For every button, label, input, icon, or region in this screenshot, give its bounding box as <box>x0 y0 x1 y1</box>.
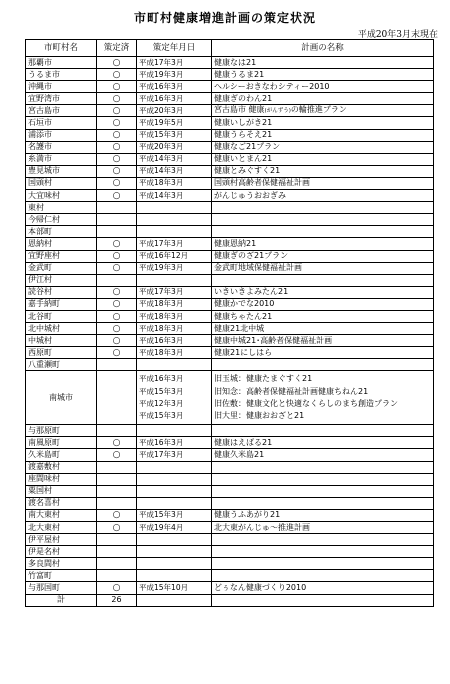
as-of-date: 平成20年3月末現在 <box>357 30 438 40</box>
table-row <box>26 485 434 497</box>
plan-name-cell <box>212 534 434 546</box>
date-cell: 平成17年3月 <box>137 238 212 250</box>
total-row <box>26 594 434 606</box>
completed-mark: ○ <box>97 262 137 274</box>
table-row <box>26 69 434 81</box>
table-row <box>26 129 434 141</box>
completed-mark: ○ <box>97 105 137 117</box>
municipality-cell: 八重瀬町 <box>26 359 97 371</box>
municipality-cell: 宜野座村 <box>26 250 97 262</box>
completed-mark <box>97 497 137 509</box>
table-row <box>26 274 434 286</box>
table-row <box>26 57 434 69</box>
total-count: 26 <box>97 594 137 606</box>
total-label: 計 <box>26 594 97 606</box>
completed-mark: ○ <box>97 310 137 322</box>
municipality-cell: 東村 <box>26 202 97 214</box>
completed-mark <box>97 473 137 485</box>
plan-name-cell: 健康21北中城 <box>212 323 434 335</box>
date-cell <box>137 371 212 425</box>
header-municipality: 市町村名 <box>26 40 97 57</box>
completed-mark: ○ <box>97 238 137 250</box>
date-cell: 平成16年3月 <box>137 335 212 347</box>
total-empty-cell <box>212 594 434 606</box>
table-row <box>26 582 434 594</box>
municipality-cell: 南大東村 <box>26 509 97 521</box>
table-row <box>26 238 434 250</box>
municipality-cell: 粟国村 <box>26 485 97 497</box>
date-cell <box>137 473 212 485</box>
plan-name-cell: 健康いしがき21 <box>212 117 434 129</box>
date-line: 平成16年3月 <box>139 374 184 384</box>
plan-name-line: 旧大里：健康おおざと21 <box>214 411 305 421</box>
plan-name-text-suffix: の輪推進プラン <box>290 105 347 115</box>
plan-name-cell: 健康いとまん21 <box>212 153 434 165</box>
plan-name-line: 旧玉城：健康たまぐすく21 <box>214 374 313 384</box>
municipality-cell: 嘉手納町 <box>26 298 97 310</box>
completed-mark: ○ <box>97 347 137 359</box>
plan-name-cell: 健康21にしはら <box>212 347 434 359</box>
municipality-cell: 中城村 <box>26 335 97 347</box>
date-cell: 平成18年3月 <box>137 347 212 359</box>
table-row <box>26 202 434 214</box>
plan-name-cell <box>212 570 434 582</box>
date-cell: 平成14年3月 <box>137 190 212 202</box>
date-line: 平成15年3月 <box>139 411 184 421</box>
table-row <box>26 81 434 93</box>
completed-mark: ○ <box>97 165 137 177</box>
municipality-cell: 石垣市 <box>26 117 97 129</box>
plan-name-cell: 健康なご21プラン <box>212 141 434 153</box>
table-row <box>26 93 434 105</box>
completed-mark: ○ <box>97 449 137 461</box>
table-row <box>26 250 434 262</box>
completed-mark <box>97 202 137 214</box>
plan-name-cell: 健康ぎのわん21 <box>212 93 434 105</box>
table-row <box>26 323 434 335</box>
completed-mark <box>97 485 137 497</box>
plan-name-cell: 健康うるま21 <box>212 69 434 81</box>
date-cell: 平成20年3月 <box>137 141 212 153</box>
table-row <box>26 105 434 117</box>
municipality-cell: 渡名喜村 <box>26 497 97 509</box>
date-cell: 平成16年3月 <box>137 81 212 93</box>
date-cell: 平成16年3月 <box>137 437 212 449</box>
table-row <box>26 534 434 546</box>
plan-name-cell: 健康なは21 <box>212 57 434 69</box>
date-cell: 平成20年3月 <box>137 105 212 117</box>
plan-name-cell: 金武町地域保健福祉計画 <box>212 262 434 274</box>
municipality-cell: 金武町 <box>26 262 97 274</box>
plan-name-cell: 健康中城21･高齢者保健福祉計画 <box>212 335 434 347</box>
completed-mark: ○ <box>97 437 137 449</box>
plan-name-cell <box>212 226 434 238</box>
plan-name-cell: 健康恩納21 <box>212 238 434 250</box>
municipality-cell: 沖縄市 <box>26 81 97 93</box>
date-cell: 平成18年3月 <box>137 177 212 189</box>
plan-name-cell <box>212 214 434 226</box>
date-cell: 平成15年10月 <box>137 582 212 594</box>
date-cell <box>137 546 212 558</box>
municipality-cell: 座間味村 <box>26 473 97 485</box>
completed-mark <box>97 214 137 226</box>
completed-mark: ○ <box>97 117 137 129</box>
date-cell <box>137 214 212 226</box>
table-row <box>26 558 434 570</box>
plan-name-cell: 国頭村高齢者保健福祉計画 <box>212 177 434 189</box>
table-row <box>26 546 434 558</box>
table-row <box>26 347 434 359</box>
table-row <box>26 286 434 298</box>
date-cell: 平成17年3月 <box>137 449 212 461</box>
page-title: 市町村健康増進計画の策定状況 <box>133 11 316 25</box>
table-row <box>26 449 434 461</box>
municipality-cell: 名護市 <box>26 141 97 153</box>
municipality-cell: 西原町 <box>26 347 97 359</box>
municipality-cell: 国頭村 <box>26 177 97 189</box>
plan-name-cell: 健康うらそえ21 <box>212 129 434 141</box>
plan-name-cell: 健康はえばる21 <box>212 437 434 449</box>
date-cell: 平成18年3月 <box>137 323 212 335</box>
date-cell: 平成16年3月 <box>137 93 212 105</box>
municipality-cell: 与那原町 <box>26 425 97 437</box>
plan-name-line: 旧知念：高齢者保健福祉計画健康ちねん21 <box>214 386 369 396</box>
municipality-cell: 与那国町 <box>26 582 97 594</box>
completed-mark: ○ <box>97 335 137 347</box>
table-row <box>26 310 434 322</box>
plan-name-cell <box>212 274 434 286</box>
date-cell <box>137 534 212 546</box>
municipality-cell: 恩納村 <box>26 238 97 250</box>
plan-name-cell: 健康うふあがり21 <box>212 509 434 521</box>
municipality-cell: 伊是名村 <box>26 546 97 558</box>
municipality-cell: 渡嘉敷村 <box>26 461 97 473</box>
plan-name-cell <box>212 473 434 485</box>
plan-name-cell <box>212 558 434 570</box>
date-cell: 平成14年3月 <box>137 165 212 177</box>
municipality-cell: 大宜味村 <box>26 190 97 202</box>
municipality-cell: 南城市 <box>26 371 97 425</box>
table-header-row <box>26 40 434 57</box>
completed-mark <box>97 274 137 286</box>
municipality-cell: 宜野湾市 <box>26 93 97 105</box>
municipality-cell: 本部町 <box>26 226 97 238</box>
plan-name-cell <box>212 425 434 437</box>
date-cell <box>137 359 212 371</box>
date-cell: 平成17年3月 <box>137 286 212 298</box>
table-row <box>26 262 434 274</box>
date-cell: 平成19年3月 <box>137 262 212 274</box>
date-cell <box>137 274 212 286</box>
table-row <box>26 437 434 449</box>
date-cell <box>137 558 212 570</box>
table-row-nanjo <box>26 371 434 425</box>
plan-name-cell: ヘルシーおきなわシティー2010 <box>212 81 434 93</box>
date-cell <box>137 461 212 473</box>
completed-mark: ○ <box>97 57 137 69</box>
municipality-cell: 竹富町 <box>26 570 97 582</box>
plan-name-cell <box>212 202 434 214</box>
municipality-cell: 読谷村 <box>26 286 97 298</box>
table-row <box>26 190 434 202</box>
plan-name-text: 宮古島市 健康 <box>214 105 265 115</box>
plan-name-cell <box>212 546 434 558</box>
plan-name-cell <box>212 359 434 371</box>
table-row <box>26 165 434 177</box>
municipality-cell: 伊平屋村 <box>26 534 97 546</box>
table-row <box>26 214 434 226</box>
date-cell <box>137 425 212 437</box>
header-date: 策定年月日 <box>137 40 212 57</box>
plan-name-cell <box>212 105 434 117</box>
completed-mark <box>97 546 137 558</box>
completed-mark <box>97 570 137 582</box>
municipality-cell: 北谷町 <box>26 310 97 322</box>
completed-mark: ○ <box>97 69 137 81</box>
completed-mark <box>97 371 137 425</box>
municipality-cell: 南風原町 <box>26 437 97 449</box>
date-cell: 平成15年3月 <box>137 509 212 521</box>
table-row <box>26 473 434 485</box>
completed-mark: ○ <box>97 190 137 202</box>
date-cell: 平成14年3月 <box>137 153 212 165</box>
plan-name-line: 旧佐敷：健康文化と快適なくらしのまち創造プラン <box>214 398 398 408</box>
completed-mark <box>97 359 137 371</box>
plan-name-cell: 健康ぎのざ21プラン <box>212 250 434 262</box>
table-row <box>26 425 434 437</box>
completed-mark: ○ <box>97 582 137 594</box>
date-cell <box>137 485 212 497</box>
plan-name-ruby: (がんずう) <box>264 108 291 115</box>
plan-name-cell: 健康とみぐすく21 <box>212 165 434 177</box>
municipality-cell: 多良間村 <box>26 558 97 570</box>
plan-status-table <box>25 39 434 607</box>
plan-name-cell: どぅなん健康づくり2010 <box>212 582 434 594</box>
plan-name-cell: 健康ちゃたん21 <box>212 310 434 322</box>
table-row <box>26 522 434 534</box>
plan-name-cell: いきいきよみたん21 <box>212 286 434 298</box>
date-cell: 平成16年12月 <box>137 250 212 262</box>
municipality-cell: 北大東村 <box>26 522 97 534</box>
completed-mark: ○ <box>97 286 137 298</box>
completed-mark: ○ <box>97 509 137 521</box>
completed-mark: ○ <box>97 153 137 165</box>
date-line: 平成12年3月 <box>139 398 184 408</box>
table-row <box>26 226 434 238</box>
date-cell <box>137 497 212 509</box>
completed-mark: ○ <box>97 93 137 105</box>
date-cell: 平成17年3月 <box>137 57 212 69</box>
completed-mark: ○ <box>97 129 137 141</box>
table-row <box>26 153 434 165</box>
completed-mark <box>97 425 137 437</box>
municipality-cell: 久米島町 <box>26 449 97 461</box>
date-line: 平成15年3月 <box>139 386 184 396</box>
completed-mark <box>97 226 137 238</box>
completed-mark: ○ <box>97 522 137 534</box>
table-row <box>26 509 434 521</box>
date-cell: 平成19年3月 <box>137 69 212 81</box>
date-cell <box>137 202 212 214</box>
municipality-cell: 今帰仁村 <box>26 214 97 226</box>
completed-mark: ○ <box>97 323 137 335</box>
plan-name-cell <box>212 497 434 509</box>
plan-name-cell: 健康久米島21 <box>212 449 434 461</box>
table-row <box>26 298 434 310</box>
date-cell: 平成15年3月 <box>137 129 212 141</box>
plan-name-cell <box>212 485 434 497</box>
table-row <box>26 335 434 347</box>
plan-name-cell <box>212 461 434 473</box>
table-row <box>26 497 434 509</box>
date-cell: 平成19年5月 <box>137 117 212 129</box>
total-empty-cell <box>137 594 212 606</box>
plan-name-cell: 北大東がんじゅ～推進計画 <box>212 522 434 534</box>
municipality-cell: うるま市 <box>26 69 97 81</box>
plan-name-cell: がんじゅうおおぎみ <box>212 190 434 202</box>
completed-mark: ○ <box>97 298 137 310</box>
table-row <box>26 141 434 153</box>
completed-mark: ○ <box>97 250 137 262</box>
table-row <box>26 570 434 582</box>
completed-mark <box>97 534 137 546</box>
date-cell <box>137 226 212 238</box>
date-cell: 平成18年3月 <box>137 310 212 322</box>
table-row <box>26 117 434 129</box>
completed-mark <box>97 461 137 473</box>
completed-mark: ○ <box>97 81 137 93</box>
municipality-cell: 糸満市 <box>26 153 97 165</box>
municipality-cell: 那覇市 <box>26 57 97 69</box>
header-plan-name: 計画の名称 <box>212 40 434 57</box>
date-cell: 平成19年4月 <box>137 522 212 534</box>
completed-mark: ○ <box>97 177 137 189</box>
plan-name-cell <box>212 371 434 425</box>
completed-mark: ○ <box>97 141 137 153</box>
municipality-cell: 北中城村 <box>26 323 97 335</box>
plan-name-cell: 健康かでな2010 <box>212 298 434 310</box>
date-cell <box>137 570 212 582</box>
completed-mark <box>97 558 137 570</box>
municipality-cell: 豊見城市 <box>26 165 97 177</box>
municipality-cell: 宮古島市 <box>26 105 97 117</box>
table-row <box>26 359 434 371</box>
municipality-cell: 浦添市 <box>26 129 97 141</box>
date-cell: 平成18年3月 <box>137 298 212 310</box>
municipality-cell: 伊江村 <box>26 274 97 286</box>
table-row <box>26 177 434 189</box>
table-row <box>26 461 434 473</box>
header-completed: 策定済 <box>97 40 137 57</box>
